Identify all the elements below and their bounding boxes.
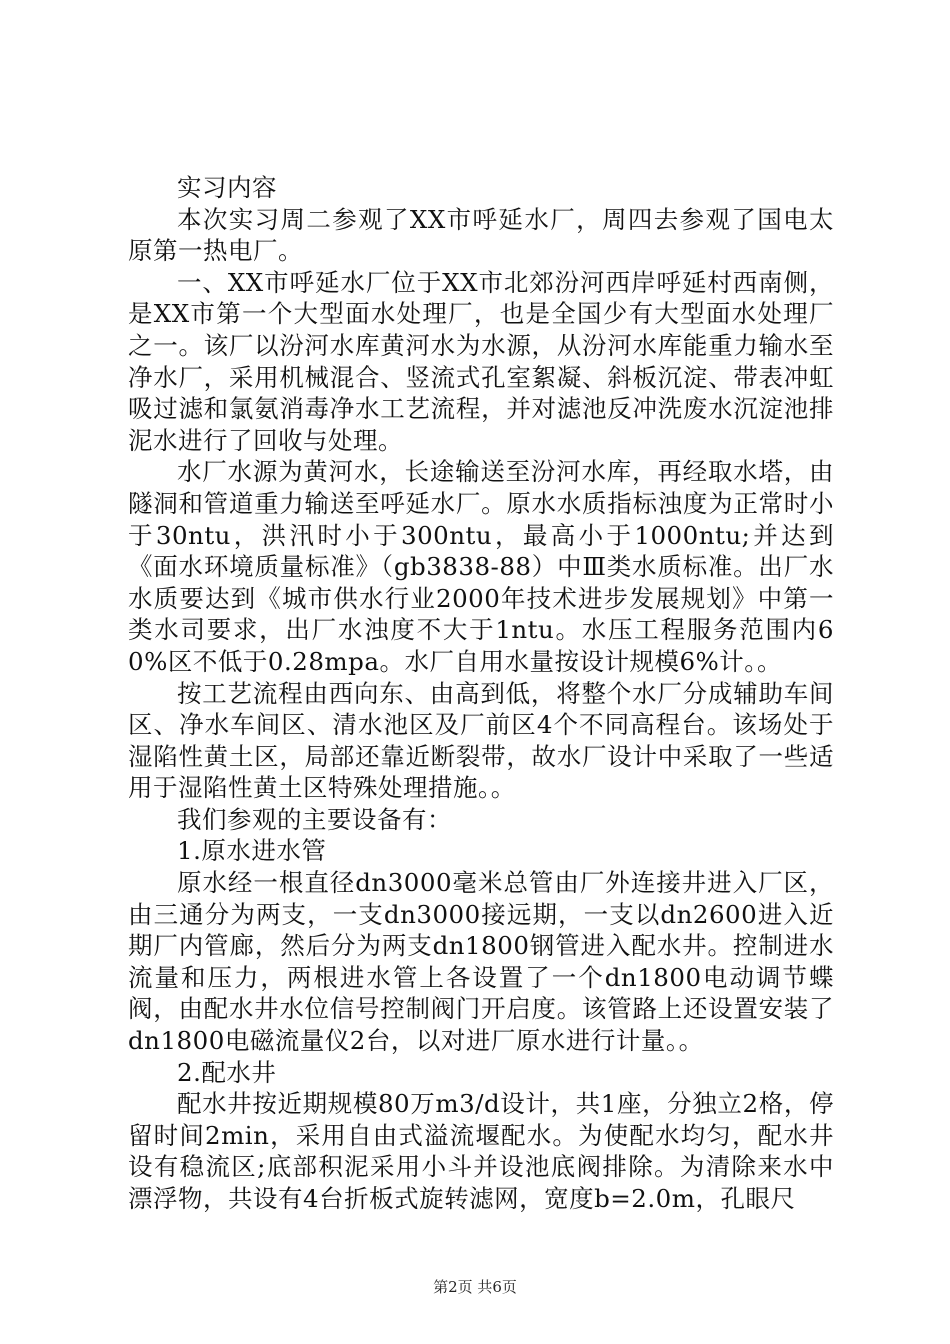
document-body xyxy=(128,172,834,1215)
paragraph: 配水井按近期规模80万m3/d设计，共1座，分独立2格，停留时间2min，采用自由式溢流堰配水。为使配水均匀，配水井设有稳流区;底部积泥采用小斗并设池底阀排除。为清除来水中漂浮物，共设有4台折板式旋转滤网，宽度b=2.0m，孔眼尺 xyxy=(128,1089,834,1213)
paragraph: 一、XX市呼延水厂位于XX市北郊汾河西岸呼延村西南侧，是XX市第一个大型面水处理厂，也是全国少有大型面水处理厂之一。该厂以汾河水库黄河水为水源，从汾河水库能重力输水至净水厂，采用机械混合、竖流式孔室絮凝、斜板沉淀、带表冲虹吸过滤和氯氨消毒净水工艺流程，并对滤池反冲洗废水沉淀池排泥水进行了回收与处理。 xyxy=(128,267,834,455)
page-number-footer: 第2页 共6页 xyxy=(433,1278,517,1296)
section-heading: 1.原水进水管 xyxy=(177,836,327,866)
paragraph: 按工艺流程由西向东、由高到低，将整个水厂分成辅助车间区、净水车间区、清水池区及厂前区4个不同高程台。该场处于湿陷性黄土区，局部还靠近断裂带，故水厂设计中采取了一些适用于湿陷性黄土区特殊处理措施。。 xyxy=(128,678,834,803)
paragraph: 水厂水源为黄河水，长途输送至汾河水库，再经取水塔，由隧洞和管道重力输送至呼延水厂。原水水质指标浊度为正常时小于30ntu，洪汛时小于300ntu，最高小于1000ntu;并达到《面水环境质量标准》（gb3838-88）中Ⅲ类水质标准。出厂水水质要达到《城市供水行业2000年技术进步发展规划》中第一类水司要求，出厂水浊度不大于1ntu。水压工程服务范围内60%区不低于0.28mpa。水厂自用水量按设计规模6%计。。 xyxy=(128,457,834,676)
paragraph: 原水经一根直径dn3000毫米总管由厂外连接井进入厂区，由三通分为两支，一支dn3000接远期，一支以dn2600进入近期厂内管廊，然后分为两支dn1800钢管进入配水井。控制进水流量和压力，两根进水管上各设置了一个dn1800电动调节蝶阀，由配水井水位信号控制阀门开启度。该管路上还设置安装了dn1800电磁流量仪2台，以对进厂原水进行计量。。 xyxy=(128,868,834,1056)
section-heading: 2.配水井 xyxy=(177,1057,277,1087)
paragraph-heading: 实习内容 xyxy=(177,173,277,202)
paragraph: 我们参观的主要设备有： xyxy=(177,804,452,834)
paragraph: 本次实习周二参观了XX市呼延水厂，周四去参观了国电太原第一热电厂。 xyxy=(128,204,834,266)
